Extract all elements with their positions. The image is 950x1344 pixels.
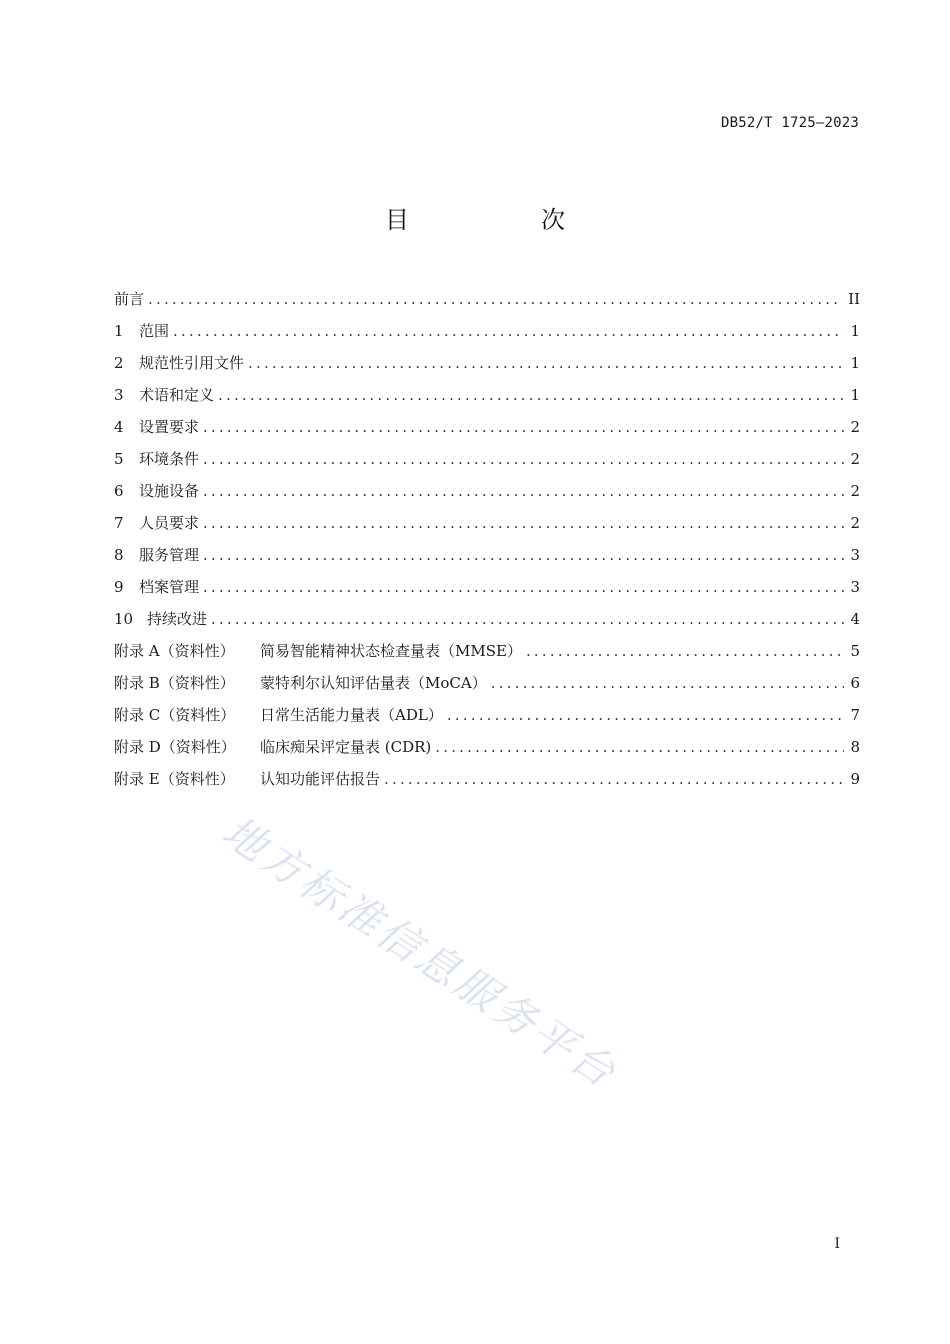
toc-leader-dots: [203, 573, 844, 601]
toc-entry-number: 10: [114, 610, 134, 628]
watermark: 地方标准信息服务平台: [213, 806, 627, 1099]
toc-annex-prefix: 附录 C（资料性）: [114, 706, 236, 724]
toc-entry-records-management[interactable]: [114, 573, 860, 605]
toc-annex-prefix: 附录 D（资料性）: [114, 738, 236, 756]
toc-leader-dots: [211, 605, 844, 633]
toc-leader-dots: [491, 669, 844, 697]
toc-entry-number: 3: [114, 386, 124, 404]
toc-entry-label: 范围: [139, 322, 170, 340]
toc-entry-facilities[interactable]: [114, 477, 860, 509]
toc-leader-dots: [384, 765, 844, 793]
toc-entry-number: 7: [114, 514, 124, 532]
toc-entry-label: 术语和定义: [139, 386, 215, 404]
toc-entry-label: 简易智能精神状态检查量表（MMSE）: [260, 642, 522, 660]
toc-entry-page: 3: [850, 578, 860, 596]
toc-entry-annex-e[interactable]: [114, 765, 860, 797]
toc-annex-prefix: 附录 B（资料性）: [114, 674, 235, 692]
toc-leader-dots: [435, 733, 844, 761]
toc-entry-continuous-improvement[interactable]: [114, 605, 860, 637]
toc-leader-dots: [447, 701, 844, 729]
toc-annex-prefix: 附录 A（资料性）: [114, 642, 235, 660]
toc-leader-dots: [526, 637, 844, 665]
toc-entry-terms-definitions[interactable]: [114, 381, 860, 413]
toc-entry-scope[interactable]: [114, 317, 860, 349]
toc-leader-dots: [203, 509, 844, 537]
toc-entry-label: 人员要求: [139, 514, 200, 532]
toc-entry-page: 6: [850, 674, 860, 692]
toc-entry-normative-references[interactable]: [114, 349, 860, 381]
toc-entry-number: 6: [114, 482, 124, 500]
toc-entry-label: 日常生活能力量表（ADL）: [260, 706, 443, 724]
toc-entry-page: 2: [850, 418, 860, 436]
toc-leader-dots: [203, 413, 844, 441]
toc-entry-foreword[interactable]: [114, 285, 860, 317]
toc-entry-label: 持续改进: [147, 610, 208, 628]
toc-entry-page: 1: [850, 322, 860, 340]
toc-entry-annex-a[interactable]: [114, 637, 860, 669]
toc-entry-number: 2: [114, 354, 124, 372]
standard-code: DB52/T 1725—2023: [720, 115, 859, 131]
toc-entry-annex-d[interactable]: [114, 733, 860, 765]
toc-entry-label: 设置要求: [139, 418, 200, 436]
toc-entry-number: 1: [114, 322, 124, 340]
toc-entry-environment[interactable]: [114, 445, 860, 477]
table-of-contents: [114, 285, 860, 797]
toc-entry-page: 7: [850, 706, 860, 724]
toc-entry-number: 8: [114, 546, 124, 564]
toc-entry-label: 蒙特利尔认知评估量表（MoCA）: [260, 674, 487, 692]
toc-entry-label: 认知功能评估报告: [260, 770, 381, 788]
toc-leader-dots: [148, 285, 842, 313]
page-number: I: [834, 1236, 840, 1252]
toc-leader-dots: [203, 445, 844, 473]
toc-entry-page: 9: [850, 770, 860, 788]
toc-entry-number: 4: [114, 418, 124, 436]
toc-entry-page: 8: [850, 738, 860, 756]
toc-entry-page: 1: [850, 354, 860, 372]
toc-entry-annex-c[interactable]: [114, 701, 860, 733]
toc-entry-number: 5: [114, 450, 124, 468]
toc-entry-annex-b[interactable]: [114, 669, 860, 701]
toc-leader-dots: [248, 349, 844, 377]
toc-entry-service-management[interactable]: [114, 541, 860, 573]
toc-entry-label: 临床痴呆评定量表 (CDR): [260, 738, 432, 756]
toc-entry-page: 1: [850, 386, 860, 404]
page-title: 目 次: [385, 206, 619, 234]
toc-entry-page: 2: [850, 482, 860, 500]
toc-entry-number: 9: [114, 578, 124, 596]
toc-annex-prefix: 附录 E（资料性）: [114, 770, 235, 788]
toc-entry-page: 3: [850, 546, 860, 564]
toc-leader-dots: [203, 477, 844, 505]
toc-entry-label: 服务管理: [139, 546, 200, 564]
toc-leader-dots: [218, 381, 844, 409]
toc-entry-setup-requirements[interactable]: [114, 413, 860, 445]
toc-entry-page: 4: [850, 610, 860, 628]
toc-entry-label: 档案管理: [139, 578, 200, 596]
toc-entry-page: 2: [850, 514, 860, 532]
toc-leader-dots: [203, 541, 844, 569]
toc-entry-page: II: [848, 290, 860, 308]
toc-entry-label: 环境条件: [139, 450, 200, 468]
toc-entry-page: 5: [850, 642, 860, 660]
toc-entry-label: 设施设备: [139, 482, 200, 500]
toc-entry-personnel[interactable]: [114, 509, 860, 541]
toc-entry-label: 规范性引用文件: [139, 354, 245, 372]
toc-leader-dots: [173, 317, 844, 345]
toc-entry-page: 2: [850, 450, 860, 468]
toc-entry-label: 前言: [114, 290, 145, 308]
